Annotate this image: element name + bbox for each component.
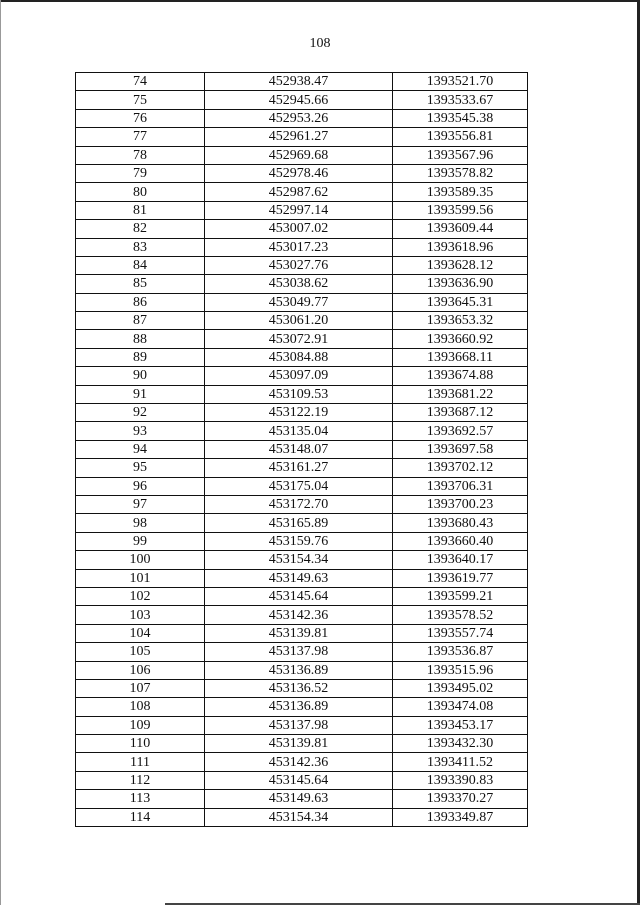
x-coordinate-cell: 453148.07 [205,440,393,458]
x-coordinate-cell: 452969.68 [205,146,393,164]
point-number-cell: 106 [76,661,205,679]
y-coordinate-cell: 1393697.58 [393,440,528,458]
point-number-cell: 102 [76,587,205,605]
y-coordinate-cell: 1393557.74 [393,624,528,642]
table-row [76,624,528,642]
table-row [76,164,528,182]
x-coordinate-cell: 453136.89 [205,698,393,716]
point-number-cell: 112 [76,771,205,789]
x-coordinate-cell: 453137.98 [205,716,393,734]
y-coordinate-cell: 1393609.44 [393,220,528,238]
x-coordinate-cell: 453172.70 [205,495,393,513]
y-coordinate-cell: 1393619.77 [393,569,528,587]
y-coordinate-cell: 1393640.17 [393,551,528,569]
y-coordinate-cell: 1393668.11 [393,348,528,366]
x-coordinate-cell: 453165.89 [205,514,393,532]
y-coordinate-cell: 1393636.90 [393,275,528,293]
point-number-cell: 78 [76,146,205,164]
coordinates-table-body [76,73,528,827]
y-coordinate-cell: 1393370.27 [393,790,528,808]
point-number-cell: 86 [76,293,205,311]
x-coordinate-cell: 453027.76 [205,256,393,274]
table-row [76,459,528,477]
x-coordinate-cell: 453145.64 [205,587,393,605]
y-coordinate-cell: 1393521.70 [393,73,528,91]
table-row [76,312,528,330]
table-row [76,201,528,219]
point-number-cell: 109 [76,716,205,734]
y-coordinate-cell: 1393599.56 [393,201,528,219]
x-coordinate-cell: 453139.81 [205,735,393,753]
x-coordinate-cell: 453049.77 [205,293,393,311]
table-row [76,440,528,458]
table-row [76,643,528,661]
table-row [76,404,528,422]
y-coordinate-cell: 1393536.87 [393,643,528,661]
table-row [76,256,528,274]
point-number-cell: 97 [76,495,205,513]
point-number-cell: 110 [76,735,205,753]
x-coordinate-cell: 453061.20 [205,312,393,330]
x-coordinate-cell: 453149.63 [205,790,393,808]
point-number-cell: 93 [76,422,205,440]
table-row [76,808,528,826]
point-number-cell: 77 [76,128,205,146]
point-number-cell: 84 [76,256,205,274]
point-number-cell: 90 [76,367,205,385]
point-number-cell: 76 [76,109,205,127]
x-coordinate-cell: 453161.27 [205,459,393,477]
y-coordinate-cell: 1393618.96 [393,238,528,256]
point-number-cell: 82 [76,220,205,238]
x-coordinate-cell: 452938.47 [205,73,393,91]
x-coordinate-cell: 453149.63 [205,569,393,587]
x-coordinate-cell: 453038.62 [205,275,393,293]
point-number-cell: 79 [76,164,205,182]
y-coordinate-cell: 1393567.96 [393,146,528,164]
table-row [76,477,528,495]
x-coordinate-cell: 453017.23 [205,238,393,256]
x-coordinate-cell: 453122.19 [205,404,393,422]
y-coordinate-cell: 1393495.02 [393,679,528,697]
point-number-cell: 98 [76,514,205,532]
table-row [76,238,528,256]
table-row [76,422,528,440]
table-row [76,569,528,587]
x-coordinate-cell: 453175.04 [205,477,393,495]
scan-edge-left [0,0,1,905]
y-coordinate-cell: 1393706.31 [393,477,528,495]
table-row [76,679,528,697]
x-coordinate-cell: 453139.81 [205,624,393,642]
point-number-cell: 105 [76,643,205,661]
table-row [76,128,528,146]
point-number-cell: 96 [76,477,205,495]
x-coordinate-cell: 452978.46 [205,164,393,182]
point-number-cell: 95 [76,459,205,477]
point-number-cell: 94 [76,440,205,458]
table-row [76,348,528,366]
page-number: 108 [309,36,331,51]
x-coordinate-cell: 452945.66 [205,91,393,109]
x-coordinate-cell: 453136.52 [205,679,393,697]
point-number-cell: 113 [76,790,205,808]
x-coordinate-cell: 452987.62 [205,183,393,201]
y-coordinate-cell: 1393533.67 [393,91,528,109]
y-coordinate-cell: 1393453.17 [393,716,528,734]
table-row [76,109,528,127]
x-coordinate-cell: 453137.98 [205,643,393,661]
point-number-cell: 80 [76,183,205,201]
y-coordinate-cell: 1393692.57 [393,422,528,440]
point-number-cell: 99 [76,532,205,550]
y-coordinate-cell: 1393702.12 [393,459,528,477]
y-coordinate-cell: 1393390.83 [393,771,528,789]
y-coordinate-cell: 1393599.21 [393,587,528,605]
point-number-cell: 75 [76,91,205,109]
point-number-cell: 89 [76,348,205,366]
table-row [76,183,528,201]
x-coordinate-cell: 453135.04 [205,422,393,440]
point-number-cell: 107 [76,679,205,697]
y-coordinate-cell: 1393474.08 [393,698,528,716]
point-number-cell: 83 [76,238,205,256]
table-row [76,716,528,734]
point-number-cell: 108 [76,698,205,716]
y-coordinate-cell: 1393349.87 [393,808,528,826]
x-coordinate-cell: 453084.88 [205,348,393,366]
y-coordinate-cell: 1393515.96 [393,661,528,679]
table-row [76,698,528,716]
x-coordinate-cell: 453154.34 [205,551,393,569]
table-row [76,73,528,91]
x-coordinate-cell: 452997.14 [205,201,393,219]
point-number-cell: 88 [76,330,205,348]
x-coordinate-cell: 453154.34 [205,808,393,826]
table-row [76,514,528,532]
x-coordinate-cell: 453097.09 [205,367,393,385]
table-row [76,551,528,569]
point-number-cell: 103 [76,606,205,624]
table-row [76,587,528,605]
x-coordinate-cell: 453109.53 [205,385,393,403]
y-coordinate-cell: 1393653.32 [393,312,528,330]
table-row [76,91,528,109]
point-number-cell: 101 [76,569,205,587]
point-number-cell: 92 [76,404,205,422]
x-coordinate-cell: 453136.89 [205,661,393,679]
table-row [76,293,528,311]
point-number-cell: 74 [76,73,205,91]
table-row [76,735,528,753]
coordinates-table [75,72,528,827]
y-coordinate-cell: 1393432.30 [393,735,528,753]
point-number-cell: 114 [76,808,205,826]
point-number-cell: 91 [76,385,205,403]
table-row [76,606,528,624]
point-number-cell: 85 [76,275,205,293]
y-coordinate-cell: 1393681.22 [393,385,528,403]
x-coordinate-cell: 453159.76 [205,532,393,550]
table-row [76,275,528,293]
y-coordinate-cell: 1393578.82 [393,164,528,182]
y-coordinate-cell: 1393660.92 [393,330,528,348]
y-coordinate-cell: 1393556.81 [393,128,528,146]
x-coordinate-cell: 453142.36 [205,753,393,771]
y-coordinate-cell: 1393411.52 [393,753,528,771]
x-coordinate-cell: 453142.36 [205,606,393,624]
table-row [76,532,528,550]
table-row [76,790,528,808]
y-coordinate-cell: 1393545.38 [393,109,528,127]
y-coordinate-cell: 1393674.88 [393,367,528,385]
x-coordinate-cell: 452953.26 [205,109,393,127]
table-row [76,661,528,679]
y-coordinate-cell: 1393578.52 [393,606,528,624]
table-row [76,771,528,789]
table-row [76,146,528,164]
table-row [76,753,528,771]
y-coordinate-cell: 1393589.35 [393,183,528,201]
point-number-cell: 111 [76,753,205,771]
x-coordinate-cell: 453145.64 [205,771,393,789]
table-row [76,367,528,385]
y-coordinate-cell: 1393687.12 [393,404,528,422]
point-number-cell: 81 [76,201,205,219]
x-coordinate-cell: 453007.02 [205,220,393,238]
point-number-cell: 87 [76,312,205,330]
y-coordinate-cell: 1393660.40 [393,532,528,550]
y-coordinate-cell: 1393680.43 [393,514,528,532]
table-row [76,220,528,238]
x-coordinate-cell: 452961.27 [205,128,393,146]
y-coordinate-cell: 1393700.23 [393,495,528,513]
x-coordinate-cell: 453072.91 [205,330,393,348]
table-row [76,330,528,348]
y-coordinate-cell: 1393628.12 [393,256,528,274]
table-row [76,385,528,403]
point-number-cell: 100 [76,551,205,569]
point-number-cell: 104 [76,624,205,642]
table-row [76,495,528,513]
scan-edge-top [0,0,640,2]
y-coordinate-cell: 1393645.31 [393,293,528,311]
